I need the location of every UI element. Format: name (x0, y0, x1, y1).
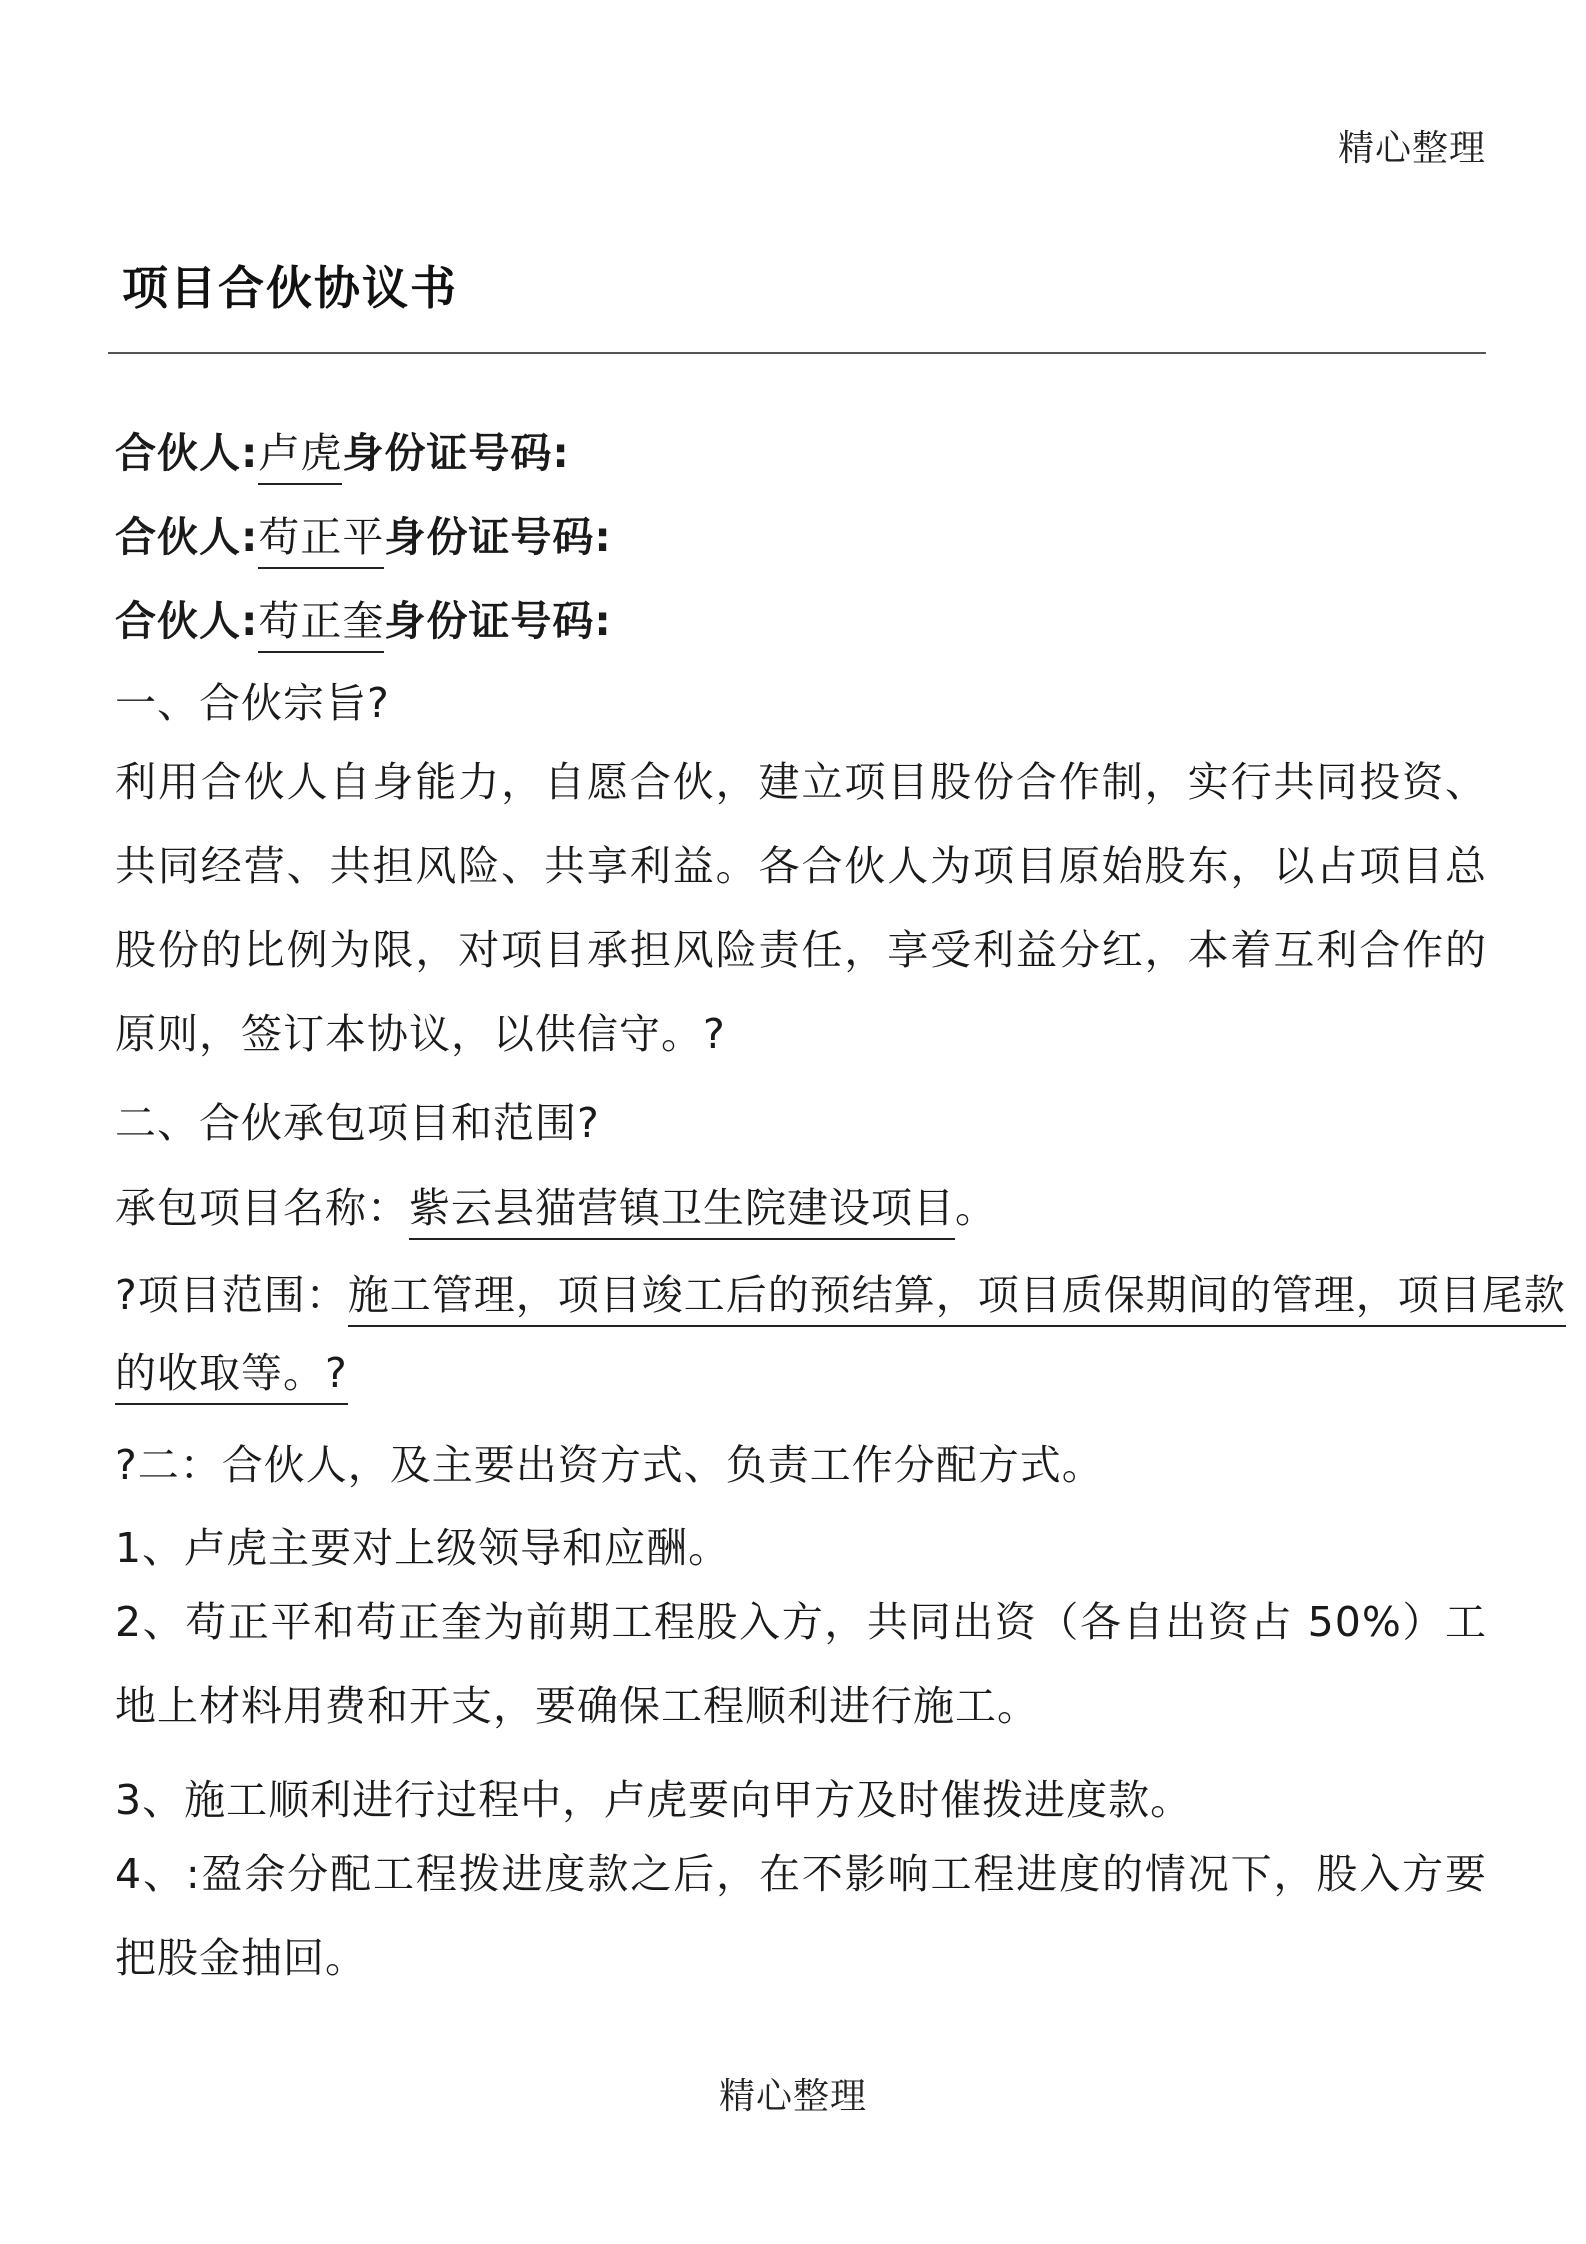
project-scope-line-2 (115, 1340, 348, 1399)
partner-id-label: 身份证号码: (342, 429, 570, 477)
project-scope-line-1 (115, 1262, 1566, 1321)
header-watermark: 精心整理 (1337, 128, 1486, 169)
footer-watermark: 精心整理 (718, 2076, 867, 2117)
project-scope-value: 施工管理，项目竣工后的预结算，项目质保期间的管理，项目尾款 (348, 1271, 1566, 1327)
document-title: 项目合伙协议书 (122, 261, 458, 315)
list-item-1: 1、卢虎主要对上级领导和应酬。 (115, 1524, 731, 1572)
section-1-text: 利用合伙人自身能力，自愿合伙，建立项目股份合作制，实行共同投资、共同经营、共担风险、共享利益。各合伙人为项目原始股东，以占项目总股份的比例为限，对项目承担风险责任，享受利益分红，本着互利合作的原则，签订本协议，以供信守。? (115, 758, 1487, 1058)
partner-id-label: 身份证号码: (384, 597, 612, 645)
partner-name: 苟正平 (258, 513, 384, 569)
section-1-heading: 一、合伙宗旨? (115, 679, 390, 727)
partner-line-3 (115, 588, 612, 647)
project-name-line (115, 1175, 997, 1234)
partner-line-2 (115, 504, 612, 563)
partner-label: 合伙人: (115, 429, 259, 477)
list-item-3: 3、施工顺利进行过程中，卢虎要向甲方及时催拨进度款。 (115, 1776, 1193, 1824)
title-divider (108, 352, 1486, 354)
section-2-heading: 二、合伙承包项目和范围? (115, 1099, 600, 1147)
partner-line-1 (115, 420, 570, 479)
project-name-label: 承包项目名称： (115, 1184, 409, 1232)
list-item-4: 4、:盈余分配工程拨进度款之后，在不影响工程进度的情况下，股入方要把股金抽回。 (115, 1850, 1487, 1982)
partner-label: 合伙人: (115, 597, 259, 645)
section-3-heading: ?二：合伙人，及主要出资方式、负责工作分配方式。 (115, 1441, 1104, 1489)
project-name-value: 紫云县猫营镇卫生院建设项目 (409, 1184, 955, 1240)
partner-id-label: 身份证号码: (384, 513, 612, 561)
project-scope-value-cont: 的收取等。? (115, 1349, 348, 1405)
list-item-2: 2、苟正平和苟正奎为前期工程股入方，共同出资（各自出资占 50%）工地上材料用费和开支，要确保工程顺利进行施工。 (115, 1598, 1487, 1730)
project-scope-label: ?项目范围： (115, 1271, 348, 1319)
project-name-end: 。 (955, 1184, 997, 1232)
partner-label: 合伙人: (115, 513, 259, 561)
partner-name: 苟正奎 (258, 597, 384, 653)
partner-name: 卢虎 (258, 429, 342, 485)
